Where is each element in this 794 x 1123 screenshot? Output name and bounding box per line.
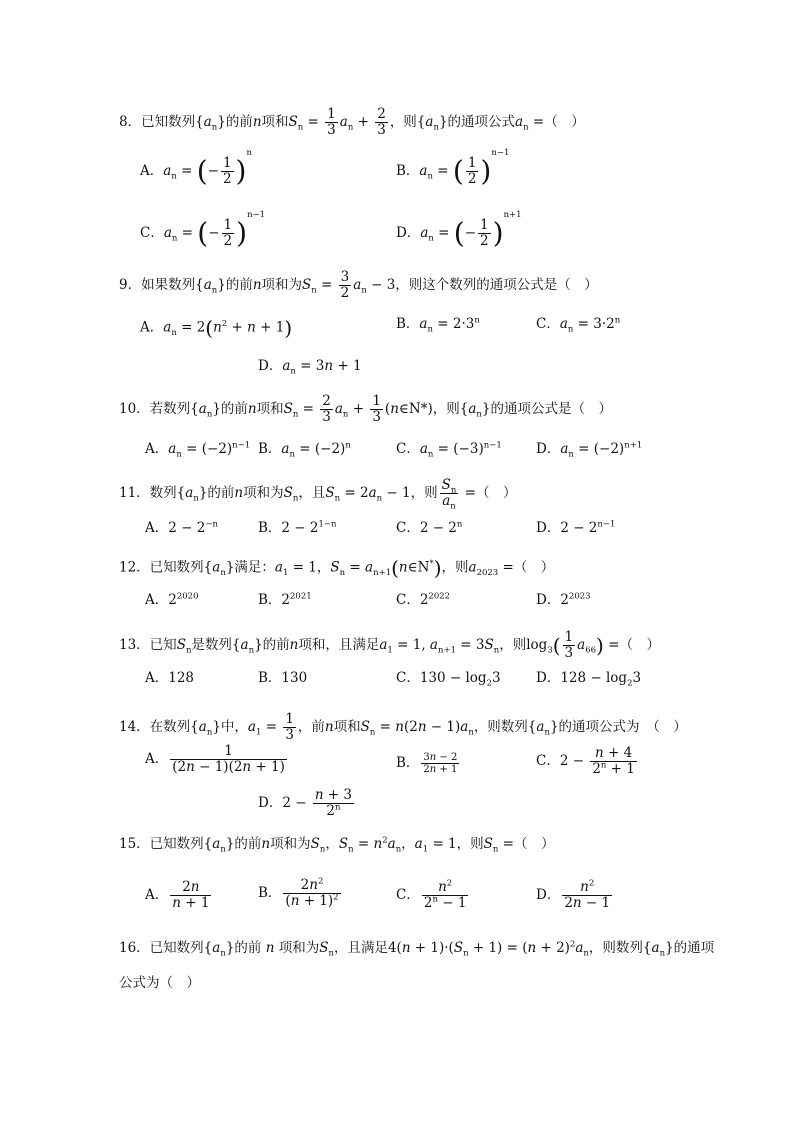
option-14c: C．2 − $\frac{n + 4}{2^n + 1}$	[536, 745, 635, 777]
question-11: 11．数列$\{a_n\}$的前n项和为$S_n$，且$S_n = 2a_n - 1$，则 $\frac{S_n}{a_n}$ =（ ）	[119, 477, 517, 512]
option-15b: B． $\frac{2n^2}{(n + 1)^2}$	[258, 876, 339, 909]
option-15c: C． $\frac{n^2}{2^n - 1}$	[396, 878, 467, 911]
option-12b: B．$2^{2021}$	[258, 591, 312, 608]
option-12c: C．$2^{2022}$	[396, 591, 451, 608]
option-14b: B． $\frac{3n - 2}{2n + 1}$	[396, 752, 458, 775]
option-14a: A． $\frac{1}{(2n - 1)(2n + 1)}$	[145, 743, 285, 775]
question-16-cont: 公式为（ ）	[119, 975, 200, 991]
question-15: 15．已知数列$\{a_n\}$的前n项和为$S_n$，$S_n = n^2a_n$，$a_1 = 1$，则$S_n$ =（ ）	[119, 835, 555, 855]
question-9: 9．如果数列$\{a_n\}$的前n项和为$S_n$ = $\frac{3}{2}$ $a_n - 3$，则这个数列的通项公式是（ ）	[119, 269, 598, 301]
option-13a: A．128	[145, 670, 195, 686]
option-12a: A．$2^{2020}$	[145, 591, 199, 608]
option-10d: D．$a_n = (-2)^{n+1}$	[536, 440, 643, 460]
option-13c: C．$130 - \log_23$	[396, 670, 501, 689]
option-9d: D．$a_n = 3n + 1$	[258, 358, 362, 377]
option-13b: B．130	[258, 670, 308, 686]
option-14d: D．2 − $\frac{n + 3}{2^n}$	[258, 787, 352, 819]
option-10a: A．$a_n = (-2)^{n-1}$	[145, 440, 251, 460]
option-10b: B．$a_n = (-2)^n$	[258, 440, 351, 460]
option-8b: B．$a_n$ = ( $\frac{1}{2}$ )$^{n-1}$	[396, 148, 510, 188]
option-11a: A．$2 - 2^{-n}$	[145, 519, 218, 536]
option-9a: A．$a_n = 2(n^2 + n + 1)$	[140, 316, 293, 340]
option-9b: B．$a_n = 2\cdot 3^n$	[396, 315, 480, 335]
option-12d: D．$2^{2023}$	[536, 591, 591, 608]
question-14: 14．在数列$\{a_n\}$中，$a_1$ = $\frac{1}{3}$ ，前n项和$S_n = n(2n - 1)a_n$，则数列$\{a_n\}$的通项公式为 （ ）	[119, 711, 687, 743]
question-10: 10．若数列$\{a_n\}$的前n项和$S_n$ = $\frac{2}{3}$ $a_n$ + $\frac{1}{3}$ (n∈N*)，则$\{a_n\}$的通项公式是（ ）	[119, 393, 612, 425]
question-12: 12．已知数列$\{a_n\}$满足：$a_1 = 1$，$S_n$ = $a_{n+1}(n\in N^*)$，则$a_{2023}$ =（ ）	[119, 556, 555, 580]
option-8d: D．$a_n$ = (− $\frac{1}{2}$ )$^{n+1}$	[396, 210, 522, 250]
question-13: 13．已知$S_n$是数列$\{a_n\}$的前n项和，且满足$a_1 = 1$, $a_{n+1} = 3S_n$，则$\log_3$( $\frac{1}{3}$ $a_{66}$) =（ ）	[119, 629, 660, 661]
option-10c: C．$a_n = (-3)^{n-1}$	[396, 440, 502, 460]
question-8: 8．已知数列$\{a_n\}$的前n项和$S_n$ = $\frac{1}{3}$ $a_n$ + $\frac{2}{3}$ ，则$\{a_n\}$的通项公式$a_n$ =（ ）	[119, 106, 585, 138]
option-11d: D．$2 - 2^{n-1}$	[536, 519, 616, 536]
option-8a: A．$a_n$ = (− $\frac{1}{2}$ )$^n$	[140, 148, 252, 188]
option-11c: C．$2 - 2^n$	[396, 519, 463, 536]
option-11b: B．$2 - 2^{1-n}$	[258, 519, 337, 536]
option-8c: C．$a_n$ = (− $\frac{1}{2}$ )$^{n-1}$	[140, 210, 266, 250]
option-15d: D． $\frac{n^2}{2n - 1}$	[536, 878, 611, 911]
option-9c: C．$a_n = 3\cdot 2^n$	[536, 315, 621, 335]
question-16: 16．已知数列$\{a_n\}$的前 n 项和为$S_n$，且满足$4(n + 1)\cdot(S_n + 1) = (n + 2)^2a_n$，则数列$\{a_n\}$的通项	[119, 939, 715, 959]
option-15a: A． $\frac{2n}{n + 1}$	[145, 879, 210, 911]
option-13d: D．$128 - \log_23$	[536, 670, 642, 689]
